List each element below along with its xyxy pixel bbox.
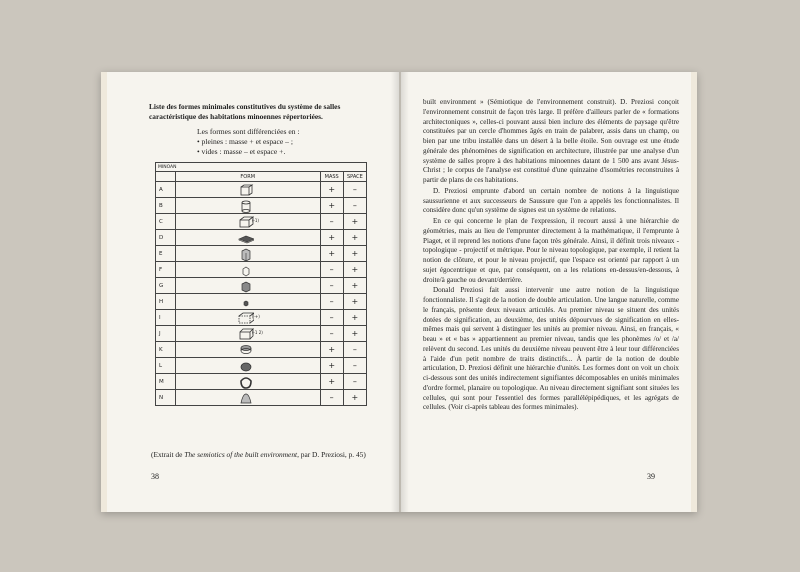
row-letter: N [156, 390, 176, 406]
space-value: + [343, 278, 366, 294]
row-letter: B [156, 198, 176, 214]
paragraph: built environment » (Sémiotique de l'environnement construit). D. Preziosi conçoit l'environnement construit de façon très large. Il préfère d'ailleurs parler de « formations architectoniques », celles-ci pouvant aussi bien inclure des éléments de paysage qu'être constituées par un cercle d'hommes âgés en train de palabrer, assis dans un champ, ou bien par une tribu installée dans un désert à la belle étoile. Son ouvrage est une étude générale des phénomènes de signification en architecture, illustrée par une analyse d'un système de salles propre à des habitations minoennes datant de 1 500 ans avant Jésus-Christ ; le corpus de l'analyse est constitué d'une quinzaine d'isométries reconstruites à partir de plans de ces habitations. [423, 98, 679, 184]
table-row [156, 342, 367, 358]
table-row [156, 374, 367, 390]
row-letter: K [156, 342, 176, 358]
table-header-mass: MASS [320, 172, 343, 182]
space-value: – [343, 342, 366, 358]
form-drawing-cell [175, 182, 320, 198]
space-value: + [343, 246, 366, 262]
mass-value: + [320, 230, 343, 246]
table-row [156, 262, 367, 278]
space-value: + [343, 326, 366, 342]
mass-value: – [320, 278, 343, 294]
mass-value: + [320, 182, 343, 198]
space-value: + [343, 310, 366, 326]
form-shape-icon [238, 184, 254, 197]
caption-title: The semiotics of the built environment [184, 450, 298, 459]
space-value: + [343, 230, 366, 246]
form-shape-icon [238, 232, 254, 245]
table-row [156, 182, 367, 198]
space-value: – [343, 374, 366, 390]
table-row [156, 310, 367, 326]
page-number: 39 [647, 472, 655, 481]
table-header-blank [156, 172, 176, 182]
row-letter: I [156, 310, 176, 326]
table-row [156, 294, 367, 310]
figure-caption [151, 450, 391, 460]
form-drawing-cell [175, 390, 320, 406]
mass-value: – [320, 326, 343, 342]
row-letter: A [156, 182, 176, 198]
form-drawing-cell [175, 198, 320, 214]
form-drawing-cell [175, 358, 320, 374]
caption-suffix: , par D. Preziosi, p. 45) [297, 450, 366, 459]
table-row [156, 230, 367, 246]
row-letter: E [156, 246, 176, 262]
table-row [156, 390, 367, 406]
page-title: Liste des formes minimales constitutives du système de salles caractéristique des habitations minoennes répertoriées. [149, 102, 341, 121]
form-note: (-+) [251, 314, 260, 319]
mass-value: + [320, 358, 343, 374]
intro-line: • pleines : masse + et espace – ; [197, 137, 293, 146]
form-shape-icon [238, 200, 254, 213]
form-drawing-cell [175, 342, 320, 358]
form-shape-icon [238, 376, 254, 389]
mass-value: + [320, 246, 343, 262]
space-value: + [343, 262, 366, 278]
mass-value: – [320, 310, 343, 326]
table-row [156, 326, 367, 342]
form-drawing-cell [175, 246, 320, 262]
form-shape-icon [238, 248, 254, 261]
form-drawing-cell [175, 262, 320, 278]
form-drawing-cell [175, 230, 320, 246]
mass-value: + [320, 342, 343, 358]
table-row [156, 246, 367, 262]
row-letter: M [156, 374, 176, 390]
table-header-form: FORM [175, 172, 320, 182]
book-gutter [391, 72, 409, 512]
forms-table [155, 162, 367, 406]
form-shape-icon [238, 264, 254, 277]
form-shape-icon [238, 280, 254, 293]
space-value: + [343, 214, 366, 230]
form-shape-icon [238, 360, 254, 373]
table-header-space: SPACE [343, 172, 366, 182]
space-value: – [343, 182, 366, 198]
caption-prefix: (Extrait de [151, 450, 185, 459]
form-drawing-cell [175, 374, 320, 390]
space-value: – [343, 198, 366, 214]
form-shape-icon [238, 296, 254, 309]
form-drawing-cell [175, 214, 320, 230]
form-note: (-1 2) [251, 330, 263, 335]
mass-value: – [320, 390, 343, 406]
form-drawing-cell [175, 326, 320, 342]
row-letter: L [156, 358, 176, 374]
row-letter: C [156, 214, 176, 230]
intro-text [197, 127, 300, 157]
mass-value: – [320, 214, 343, 230]
open-book [101, 72, 697, 512]
mass-value: + [320, 198, 343, 214]
paragraph: Donald Preziosi fait aussi intervenir une autre notion de la linguistique fonctionnaliste. Il s'agit de la notion de double articulation. Une langue naturelle, comme le français, présente deux niveaux articulés. Au premier niveau se situent des unités dotées de signification, au deuxième, des unités dépourvues de signification en elles-mêmes mais qui servent à distinguer les unités au premier niveau. Ainsi, en français, « beau » et « bas » appartiennent au premier niveau, tandis que les phonèmes /o/ et /a/ relèvent du second. Les unités du deuxième niveau peuvent être à leur tour différenciées à l'aide d'un petit nombre de traits distinctifs... À partir de la notion de double articulation, D. Preziosi définit une hiérarchie d'unités. Les formes dont on voit un choix ci-dessous sont des unités indirectement signifiantes décomposables en unités minimales d'ordre formel, planaire ou topologique. Au niveau directement signifiant sont situées les cellules, qui sont pour l'essentiel des formes parallélépipédiques, et les agrégats de cellules. (Voir ci-après tableau des formes minimales). [423, 286, 679, 412]
form-drawing-cell [175, 278, 320, 294]
table-row [156, 198, 367, 214]
form-drawing-cell [175, 310, 320, 326]
intro-line: Les formes sont différenciées en : [197, 127, 300, 136]
row-letter: F [156, 262, 176, 278]
row-letter: J [156, 326, 176, 342]
space-value: + [343, 294, 366, 310]
row-letter: G [156, 278, 176, 294]
mass-value: – [320, 294, 343, 310]
form-drawing-cell [175, 294, 320, 310]
right-page [400, 72, 691, 512]
form-shape-icon [238, 392, 254, 405]
table-row [156, 278, 367, 294]
form-shape-icon [238, 344, 254, 357]
left-page [107, 72, 400, 512]
mass-value: + [320, 374, 343, 390]
intro-line: • vides : masse – et espace +. [197, 147, 286, 156]
form-note: (-1) [251, 218, 259, 223]
table-row [156, 358, 367, 374]
row-letter: D [156, 230, 176, 246]
mass-value: – [320, 262, 343, 278]
space-value: + [343, 390, 366, 406]
table-corner-label: MINOAN [156, 163, 367, 172]
space-value: – [343, 358, 366, 374]
paragraph: En ce qui concerne le plan de l'expression, il recourt aussi à une hiérarchie de géométries, mais au lieu de l'emprunter directement à la mathématique, il l'emprunte à Piaget, et il reprend les notions d'une façon très générale. Ainsi, il définit trois niveaux - topologique - projectif et métrique. Pour le niveau topologique, par exemple, il retient la notion de clôture, et pour le niveau projectif, que l'espace est orienté par rapport à un sujet égocentrique et que, par conséquent, on a les relations en-dessus/en-dessous, à droite/à gauche ou devant/derrière. [423, 217, 679, 284]
paragraph: D. Preziosi emprunte d'abord un certain nombre de notions à la linguistique saussurienne et aux successeurs de Saussure que l'on a appelés les fonctionnalistes. Il considère donc qu'un système de signes est un système de relations. [423, 186, 679, 215]
page-number: 38 [151, 472, 159, 481]
body-text [423, 98, 679, 413]
row-letter: H [156, 294, 176, 310]
table-row [156, 214, 367, 230]
